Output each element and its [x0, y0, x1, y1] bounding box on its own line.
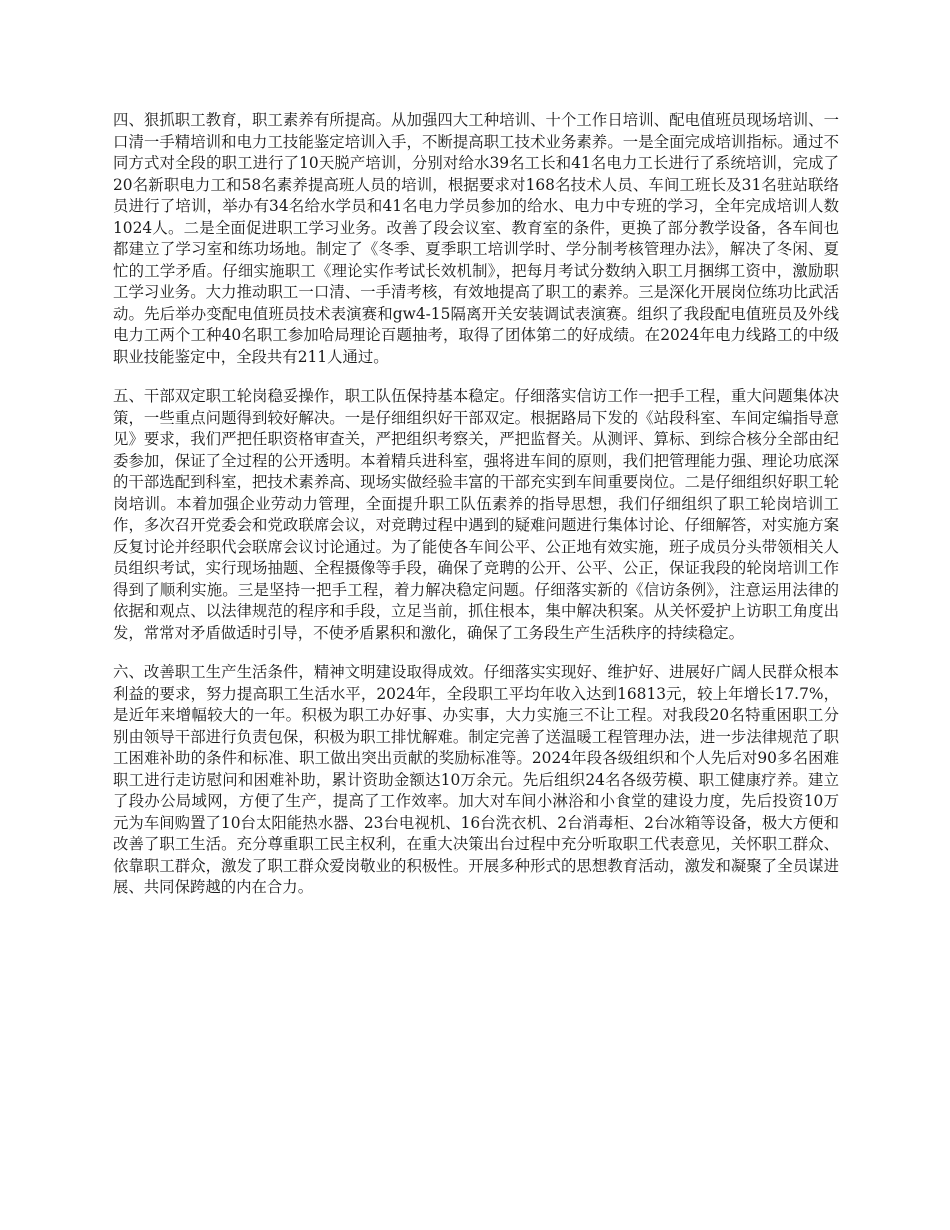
paragraph-section-4: 四、狠抓职工教育，职工素养有所提高。从加强四大工种培训、十个工作日培训、配电值班员现场培训、一口清一手精培训和电力工技能鉴定培训入手，不断提高职工技术业务素养。一是全面完成培训指标。通过不同方式对全段的职工进行了10天脱产培训，分别对给水39名工长和41名电力工长进行了系统培训，完成了20名新职电力工和58名素养提高班人员的培训，根据要求对168名技术人员、车间工班长及31名驻站联络员进行了培训，举办有34名给水学员和41名电力学员参加的给水、电力中专班的学习，全年完成培训人数1024人。二是全面促进职工学习业务。改善了段会议室、教育室的条件，更换了部分教学设备，各车间也都建立了学习室和练功场地。制定了《冬季、夏季职工培训学时、学分制考核管理办法》，解决了冬闲、夏忙的工学矛盾。仔细实施职工《理论实作考试长效机制》，把每月考试分数纳入职工月捆绑工资中，激励职工学习业务。大力推动职工一口清、一手清考核，有效地提高了职工的素养。三是深化开展岗位练功比武活动。先后举办变配电值班员技术表演赛和gw4-15隔离开关安装调试表演赛。组织了我段配电值班员及外线电力工两个工种40名职工参加哈局理论百题抽考，取得了团体第二的好成绩。在2024年电力线路工的中级职业技能鉴定中，全段共有211人通过。	[113, 111, 839, 366]
paragraph-section-5: 五、干部双定职工轮岗稳妥操作，职工队伍保持基本稳定。仔细落实信访工作一把手工程，重大问题集体决策，一些重点问题得到较好解决。一是仔细组织好干部双定。根据路局下发的《站段科室、车间定编指导意见》要求，我们严把任职资格审查关，严把组织考察关，严把监督关。从测评、算标、到综合核分全部由纪委参加，保证了全过程的公开透明。本着精兵进科室，强将进车间的原则，我们把管理能力强、理论功底深的干部选配到科室，把技术素养高、现场实做经验丰富的干部充实到车间重要岗位。二是仔细组织好职工轮岗培训。本着加强企业劳动力管理，全面提升职工队伍素养的指导思想，我们仔细组织了职工轮岗培训工作，多次召开党委会和党政联席会议，对竞聘过程中遇到的疑难问题进行集体讨论、仔细解答，对实施方案反复讨论并经职代会联席会议讨论通过。为了能使各车间公平、公正地有效实施，班子成员分头带领相关人员组织考试，实行现场抽题、全程摄像等手段，确保了竞聘的公开、公平、公正，保证我段的轮岗培训工作得到了顺利实施。三是坚持一把手工程，着力解决稳定问题。仔细落实新的《信访条例》，注意运用法律的依据和观点、以法律规范的程序和手段，立足当前，抓住根本，集中解决积案。从关怀爱护上访职工角度出发，常常对矛盾做适时引导，不使矛盾累积和激化，确保了工务段生产生活秩序的持续稳定。	[113, 387, 839, 642]
paragraph-section-6: 六、改善职工生产生活条件，精神文明建设取得成效。仔细落实实现好、维护好、进展好广阔人民群众根本利益的要求，努力提高职工生活水平，2024年，全段职工平均年收入达到16813元，较上年增长17.7%，是近年来增幅较大的一年。积极为职工办好事、办实事，大力实施三不让工程。对我段20名特重困职工分别由领导干部进行负责包保，积极为职工排忧解难。制定完善了送温暖工程管理办法，进一步法律规范了职工困难补助的条件和标准、职工做出突出贡献的奖励标准等。2024年段各级组织和个人先后对90多名困难职工进行走访慰问和困难补助，累计资助金额达10万余元。先后组织24名各级劳模、职工健康疗养。建立了段办公局域网，方便了生产，提高了工作效率。加大对车间小淋浴和小食堂的建设力度，先后投资10万元为车间购置了10台太阳能热水器、23台电视机、16台洗衣机、2台消毒柜、2台冰箱等设备，极大方便和改善了职工生活。充分尊重职工民主权利，在重大决策出台过程中充分听取职工代表意见，关怀职工群众、依靠职工群众，激发了职工群众爱岗敬业的积极性。开展多种形式的思想教育活动，激发和凝聚了全员谋进展、共同保跨越的内在合力。	[113, 663, 839, 896]
document-body	[113, 110, 839, 917]
